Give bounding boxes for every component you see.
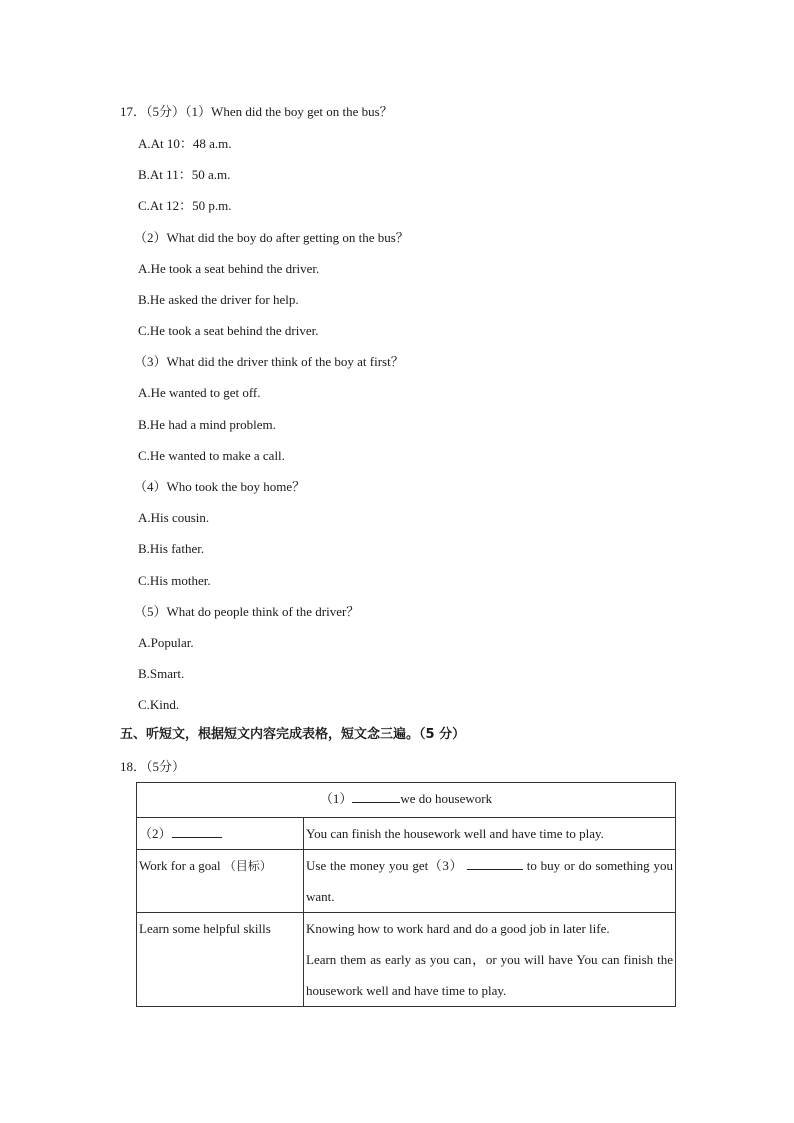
option[interactable]: A.He took a seat behind the driver. — [138, 261, 320, 276]
option[interactable]: B.At 11：50 a.m. — [138, 167, 231, 182]
table-cell: Learn some helpful skills — [137, 913, 304, 1007]
option[interactable]: A.He wanted to get off. — [138, 385, 261, 400]
table-cell — [137, 818, 304, 850]
part-question: What did the boy do after getting on the bus？ — [166, 230, 409, 245]
blank-3[interactable] — [467, 869, 523, 870]
option[interactable]: C.He took a seat behind the driver. — [138, 323, 319, 338]
option[interactable]: A.At 10：48 a.m. — [138, 136, 232, 151]
cell-text: Use the money you get（3） — [306, 858, 464, 873]
question-number: 18． — [120, 759, 147, 774]
part-label: （3） — [134, 354, 167, 369]
cell-text-cn: （目标） — [223, 859, 272, 873]
blank-label: （1） — [319, 791, 353, 806]
blank-2[interactable] — [172, 837, 222, 838]
section-heading: 五、听短文，根据短文内容完成表格，短文念三遍。（5 分） — [120, 727, 466, 742]
option[interactable]: C.Kind. — [138, 697, 180, 712]
cell-text: Work for a goal — [139, 858, 221, 873]
option[interactable]: B.He had a mind problem. — [138, 417, 276, 432]
question-18-header — [120, 759, 185, 775]
header-text: we do housework — [400, 791, 493, 806]
option[interactable]: C.At 12：50 p.m. — [138, 198, 232, 213]
cell-text: to buy or do something you want. — [306, 858, 674, 904]
part-question: Who took the boy home？ — [166, 479, 306, 494]
option[interactable]: B.Smart. — [138, 666, 185, 681]
table-header-cell — [137, 783, 676, 818]
table-cell — [304, 850, 676, 913]
blank-1[interactable] — [352, 802, 400, 803]
option[interactable]: C.His mother. — [138, 573, 211, 588]
question-17-header — [120, 104, 393, 120]
table-row — [137, 850, 676, 913]
sub-question-5 — [134, 604, 359, 620]
part-question: When did the boy get on the bus？ — [211, 104, 393, 119]
question-points: （5分） — [146, 759, 186, 774]
question-points: （5分） — [146, 104, 186, 119]
table-cell — [304, 913, 676, 1007]
option[interactable]: A.Popular. — [138, 635, 194, 650]
option[interactable]: B.He asked the driver for help. — [138, 292, 299, 307]
table-row — [137, 818, 676, 850]
table-cell: You can finish the housework well and have time to play. — [304, 818, 676, 850]
option[interactable]: C.He wanted to make a call. — [138, 448, 285, 463]
part-question: What do people think of the driver？ — [166, 604, 360, 619]
blank-label: （2） — [139, 826, 172, 841]
option[interactable]: A.His cousin. — [138, 510, 210, 525]
table-cell — [137, 850, 304, 913]
part-label: （4） — [134, 479, 167, 494]
question-number: 17． — [120, 104, 147, 119]
part-label: （2） — [134, 230, 167, 245]
sub-question-4 — [134, 479, 305, 495]
sub-question-2 — [134, 230, 409, 246]
table-row — [137, 783, 676, 818]
option[interactable]: B.His father. — [138, 541, 205, 556]
table-row — [137, 913, 676, 1007]
part-label: （1） — [185, 104, 212, 119]
sub-question-3 — [134, 354, 404, 370]
answer-table — [136, 782, 676, 1007]
cell-text: Knowing how to work hard and do a good job in later life. — [306, 921, 610, 936]
part-label: （5） — [134, 604, 167, 619]
part-question: What did the driver think of the boy at first？ — [166, 354, 404, 369]
cell-text: Learn them as early as you can，or you will have You can finish the housework well and have time to play. — [306, 952, 673, 998]
